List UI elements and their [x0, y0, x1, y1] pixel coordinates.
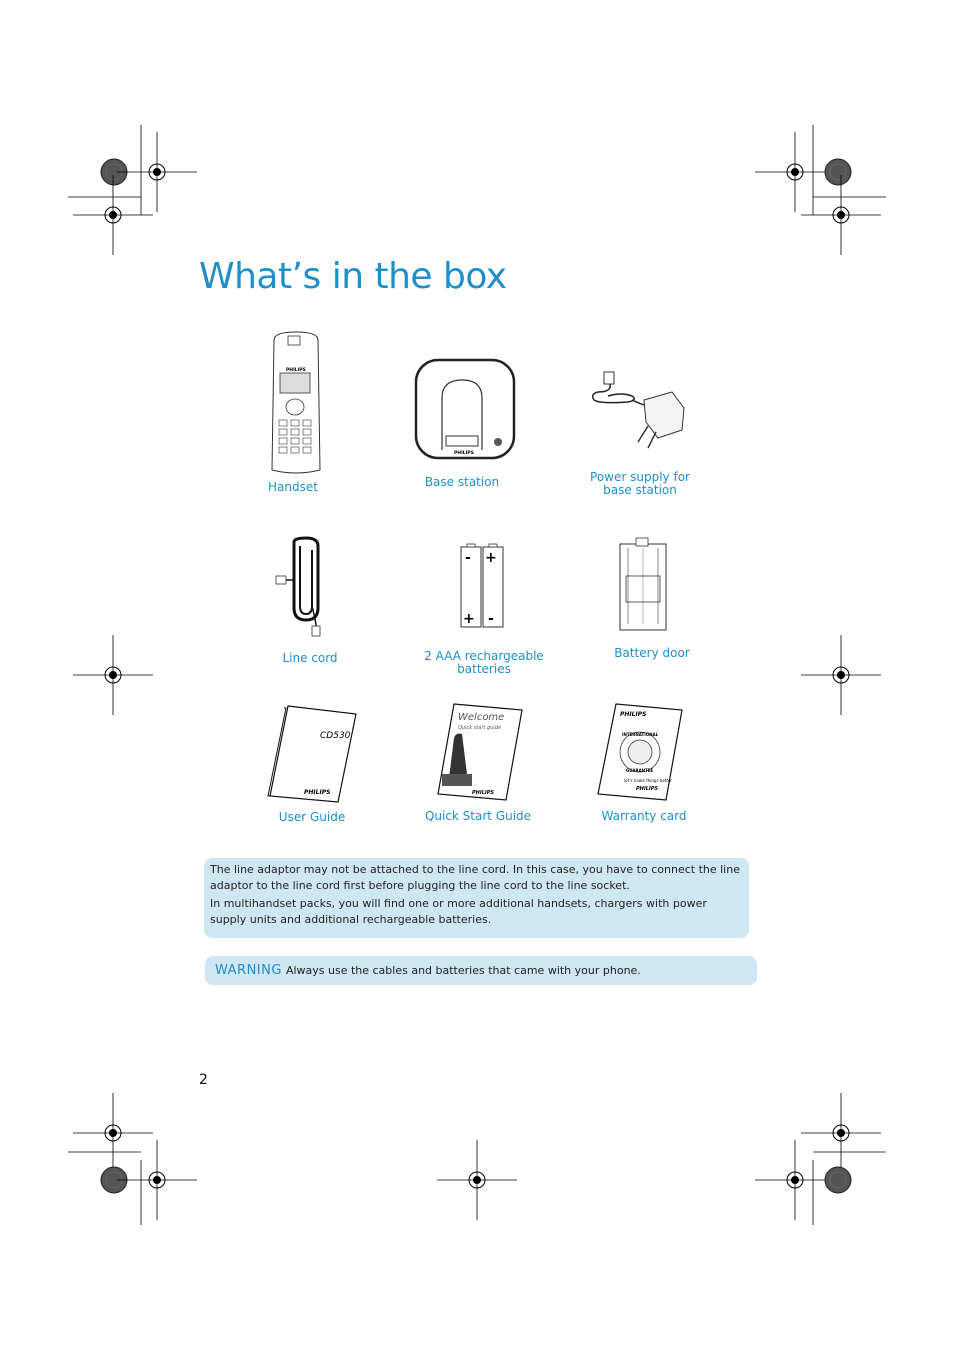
- page-number: 2: [199, 1072, 208, 1088]
- svg-text:PHILIPS: PHILIPS: [472, 790, 495, 796]
- svg-text:PHILIPS: PHILIPS: [620, 711, 647, 718]
- line-cord-illustration: [272, 536, 332, 646]
- svg-text:INTERNATIONAL: INTERNATIONAL: [622, 732, 659, 737]
- item-label-base-station: Base station: [424, 475, 500, 489]
- warning-text: Always use the cables and batteries that came with your phone.: [285, 964, 641, 977]
- crosshair-icon: [437, 1140, 517, 1220]
- battery-door-illustration: [616, 536, 670, 632]
- item-label-line-cord: Line cord: [282, 651, 338, 665]
- note-paragraph: The line adaptor may not be attached to the line cord. In this case, you have to connect the line adaptor to the line cord first before plugging the line cord to the line socket.: [210, 863, 740, 892]
- page-title: What’s in the box: [199, 256, 507, 297]
- note-paragraph: In multihandset packs, you will find one or more additional handsets, chargers with power supply units and additional rechargeable batteries.: [210, 897, 707, 926]
- handset-illustration: [266, 330, 326, 475]
- svg-text:+: +: [485, 550, 497, 566]
- quick-start-guide-illustration: [434, 702, 524, 802]
- crosshair-icon: [755, 132, 835, 212]
- user-guide-illustration: [266, 704, 358, 804]
- svg-text:-: -: [488, 611, 494, 627]
- svg-text:Quick start guide: Quick start guide: [458, 725, 501, 731]
- batteries-illustration: [459, 543, 505, 629]
- svg-text:Welcome: Welcome: [458, 712, 505, 723]
- item-label-user-guide: User Guide: [278, 810, 346, 824]
- svg-text:PHILIPS: PHILIPS: [286, 368, 306, 373]
- item-label-power-supply: Power supply for base station: [590, 470, 690, 497]
- crosshair-icon: [73, 635, 153, 715]
- registration-wheel-icon: [825, 1167, 851, 1193]
- crosshair-icon: [117, 132, 197, 212]
- warning-label: WARNING: [215, 963, 282, 978]
- item-label-warranty-card: Warranty card: [601, 809, 687, 823]
- crosshair-icon: [801, 635, 881, 715]
- svg-text:PHILIPS: PHILIPS: [454, 451, 474, 456]
- svg-text:PHILIPS: PHILIPS: [636, 786, 659, 792]
- warranty-card-illustration: [596, 702, 686, 802]
- item-label-batteries: 2 AAA rechargeable batteries: [424, 649, 544, 676]
- power-supply-illustration: [588, 366, 688, 456]
- base-station-illustration: [414, 358, 516, 460]
- item-label-handset: Handset: [268, 480, 318, 494]
- item-label-battery-door: Battery door: [614, 646, 690, 660]
- warning-box: [205, 956, 757, 985]
- svg-text:+: +: [463, 611, 475, 627]
- item-label-quick-start-guide: Quick Start Guide: [424, 809, 532, 823]
- svg-text:-: -: [465, 550, 471, 566]
- note-box: [204, 858, 749, 938]
- svg-text:let’s make things better: let’s make things better: [624, 778, 673, 783]
- svg-text:GUARANTEE: GUARANTEE: [626, 768, 654, 773]
- svg-text:CD530: CD530: [320, 731, 351, 741]
- svg-text:PHILIPS: PHILIPS: [304, 789, 331, 796]
- registration-wheel-icon: [825, 159, 851, 185]
